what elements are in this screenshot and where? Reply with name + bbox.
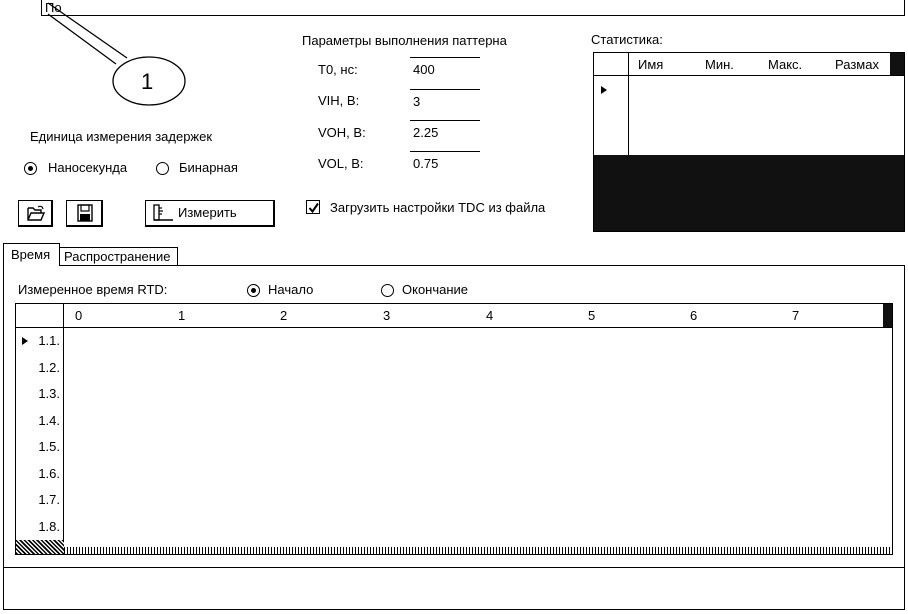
grid-row-header[interactable]: 1.4. bbox=[38, 412, 60, 428]
t0-value: 400 bbox=[413, 62, 435, 77]
tab-propagation-label: Распространение bbox=[64, 249, 171, 264]
t0-label: T0, нс: bbox=[318, 62, 358, 77]
grid-row-header[interactable]: 1.5. bbox=[38, 439, 60, 454]
checkmark-icon bbox=[307, 201, 321, 215]
grid-row-header[interactable]: 1.2. bbox=[38, 359, 60, 375]
measure-icon bbox=[152, 204, 174, 222]
voh-value: 2.25 bbox=[413, 125, 439, 140]
grid-scrollbar-left-block bbox=[16, 540, 64, 554]
radio-start[interactable] bbox=[247, 284, 260, 297]
vol-value: 0.75 bbox=[413, 156, 439, 171]
delay-unit-title: Единица измерения задержек bbox=[30, 129, 213, 144]
grid-header bbox=[16, 304, 892, 328]
measure-button[interactable] bbox=[145, 200, 275, 227]
grid-column-header-4[interactable]: 4 bbox=[486, 308, 494, 323]
grid-row-header[interactable]: 1.3. bbox=[38, 386, 60, 401]
load-tdc-label[interactable]: Загрузить настройки TDC из файла bbox=[330, 200, 546, 215]
stats-column-max[interactable]: Макс. bbox=[768, 57, 803, 72]
callout-leader-lines bbox=[0, 0, 200, 110]
grid-row-1-2[interactable] bbox=[16, 355, 882, 382]
vol-label: VOL, В: bbox=[318, 156, 364, 171]
stats-column-name[interactable]: Имя bbox=[638, 57, 664, 72]
vol-input[interactable] bbox=[410, 151, 480, 171]
grid-column-header-6[interactable]: 6 bbox=[690, 308, 698, 323]
callout-label: 1 bbox=[141, 69, 154, 94]
grid-column-header-5[interactable]: 5 bbox=[588, 308, 596, 323]
vih-input[interactable] bbox=[410, 89, 480, 109]
grid-horizontal-scrollbar[interactable] bbox=[64, 547, 892, 554]
floppy-disk-icon bbox=[76, 204, 94, 222]
grid-column-header-3[interactable]: 3 bbox=[383, 308, 391, 323]
open-button[interactable] bbox=[18, 200, 53, 227]
tab-propagation[interactable] bbox=[59, 247, 178, 265]
grid-row-1-4[interactable] bbox=[16, 408, 882, 435]
stats-column-min[interactable]: Мин. bbox=[705, 57, 734, 72]
grid-row-1-7[interactable] bbox=[16, 487, 882, 514]
rtd-title: Измеренное время RTD: bbox=[18, 282, 168, 297]
grid-column-header-0[interactable]: 0 bbox=[75, 308, 83, 323]
voh-label: VOH, В: bbox=[318, 125, 366, 140]
stats-row[interactable] bbox=[594, 76, 904, 102]
radio-end[interactable] bbox=[381, 284, 394, 297]
panel-divider bbox=[3, 567, 905, 568]
stats-scrollbar-corner bbox=[890, 53, 904, 75]
radio-start-label[interactable]: Начало bbox=[268, 282, 314, 297]
grid-row-header[interactable]: 1.1. bbox=[38, 333, 60, 348]
grid-column-header-7[interactable]: 7 bbox=[792, 308, 800, 323]
statistics-title: Статистика: bbox=[591, 32, 663, 47]
grid-row-header[interactable]: 1.6. bbox=[38, 465, 60, 481]
vih-value: 3 bbox=[413, 94, 421, 109]
radio-end-label[interactable]: Окончание bbox=[402, 282, 469, 297]
radio-binary[interactable] bbox=[156, 162, 169, 175]
voh-input[interactable] bbox=[410, 120, 480, 140]
tab-time[interactable] bbox=[3, 243, 60, 266]
tab-time-label: Время bbox=[11, 247, 51, 262]
measure-button-label: Измерить bbox=[178, 205, 237, 220]
statistics-header bbox=[594, 53, 904, 76]
grid-row-1-6[interactable] bbox=[16, 461, 882, 488]
menu-item[interactable]: По bbox=[45, 0, 62, 15]
grid-scrollbar-corner bbox=[883, 304, 892, 327]
open-folder-icon bbox=[26, 205, 46, 222]
pattern-params-title: Параметры выполнения паттерна bbox=[302, 33, 507, 48]
radio-nanosecond-label[interactable]: Наносекунда bbox=[48, 160, 128, 175]
statistics-grid[interactable] bbox=[593, 52, 905, 232]
grid-row-header[interactable]: 1.7. bbox=[38, 492, 60, 507]
radio-nanosecond[interactable] bbox=[24, 162, 37, 175]
stats-column-range[interactable]: Размах bbox=[835, 57, 879, 72]
rtd-grid[interactable] bbox=[15, 303, 893, 555]
grid-row-1-5[interactable] bbox=[16, 434, 882, 461]
vih-label: VIH, В: bbox=[318, 93, 360, 108]
grid-row-1-1[interactable] bbox=[16, 328, 882, 355]
stats-empty-area bbox=[594, 155, 904, 231]
grid-column-header-2[interactable]: 2 bbox=[280, 308, 288, 323]
load-tdc-checkbox[interactable] bbox=[306, 200, 320, 214]
stats-row-header-column bbox=[594, 53, 629, 155]
row-indicator-icon bbox=[601, 86, 607, 94]
grid-column-header-1[interactable]: 1 bbox=[178, 308, 186, 323]
save-button[interactable] bbox=[66, 200, 103, 227]
grid-row-1-3[interactable] bbox=[16, 381, 882, 408]
radio-binary-label[interactable]: Бинарная bbox=[179, 160, 238, 175]
grid-row-1-8[interactable] bbox=[16, 514, 882, 541]
t0-input[interactable] bbox=[410, 57, 480, 77]
grid-row-header[interactable]: 1.8. bbox=[38, 518, 60, 534]
